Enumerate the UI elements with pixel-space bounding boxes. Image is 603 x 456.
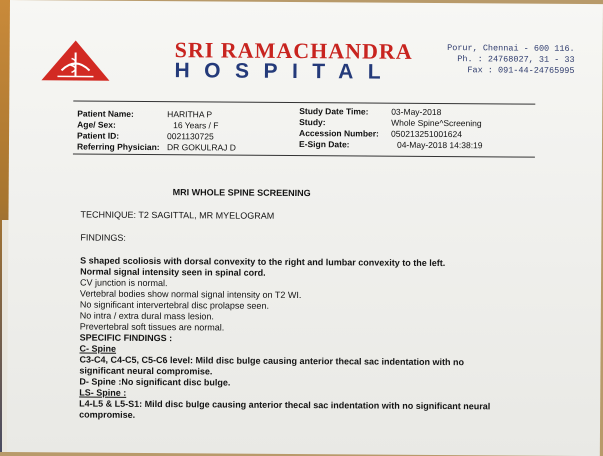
patient-name-value: HARITHA P	[167, 109, 297, 121]
study-label: Study:	[299, 117, 389, 129]
c-spine-label: C- Spine	[80, 343, 550, 357]
findings-block	[79, 255, 550, 423]
study-value: Whole Spine^Screening	[391, 118, 531, 130]
findings-label: FINDINGS:	[80, 232, 550, 245]
ls-spine-line-2: compromise.	[79, 409, 135, 419]
hospital-address	[434, 43, 574, 77]
study-labels	[299, 106, 389, 151]
technique-value: T2 SAGITTAL, MR MYELOGRAM	[138, 210, 274, 221]
finding-mass-lesion: No intra / extra dural mass lesion.	[80, 310, 550, 324]
accession-number-label: Accession Number:	[299, 128, 389, 140]
patient-labels	[77, 108, 167, 153]
age-sex-label: Age/ Sex:	[77, 119, 167, 131]
patient-name-label: Patient Name:	[77, 108, 167, 120]
study-date-value: 03-May-2018	[391, 107, 531, 119]
ls-spine-label: LS- Spine :	[79, 387, 549, 401]
c-spine-line-2: significant neural compromise.	[79, 365, 212, 376]
finding-spinal-cord: Normal signal intensity seen in spinal cord.	[80, 266, 266, 277]
finding-soft-tissues: Prevertebral soft tissues are normal.	[80, 321, 550, 335]
c-spine-line-1: C3-C4, C4-C5, C5-C6 level: Mild disc bulge causing anterior thecal sac indentation with no	[79, 354, 464, 367]
finding-cv-junction: CV junction is normal.	[80, 277, 550, 291]
age-sex-value: 16 Years / F	[167, 120, 297, 132]
finding-vertebral-bodies: Vertebral bodies show normal signal intensity on T2 WI.	[80, 288, 550, 302]
report-page	[7, 0, 603, 456]
technique-label: TECHNIQUE:	[80, 209, 136, 219]
study-date-label: Study Date Time:	[299, 106, 389, 118]
phone-line: Ph. : 24768027, 31 - 33	[435, 54, 575, 66]
fax-line: Fax : 091-44-24765995	[434, 65, 574, 77]
technique-line	[80, 209, 550, 222]
patient-id-value: 0021130725	[167, 131, 297, 143]
patient-values	[167, 109, 297, 154]
esign-date-label: E-Sign Date:	[299, 139, 389, 151]
referring-physician-value: DR GOKULRAJ D	[167, 142, 297, 154]
study-values	[391, 107, 531, 152]
finding-scoliosis: S shaped scoliosis with dorsal convexity to the right and lumbar convexity to the left.	[80, 255, 445, 268]
header-bottom-rule	[73, 153, 535, 157]
specific-findings-label: SPECIFIC FINDINGS :	[80, 332, 173, 343]
hospital-logo-icon	[39, 38, 111, 83]
hospital-subtitle: HOSPITAL	[174, 59, 395, 85]
finding-disc-prolapse: No significant intervertebral disc prolapse seen.	[80, 299, 550, 313]
address-line: Porur, Chennai - 600 116.	[435, 43, 575, 55]
hospital-name: SRI RAMACHANDRA	[175, 37, 413, 65]
referring-physician-label: Referring Physician:	[77, 141, 167, 153]
report-title: MRI WHOLE SPINE SCREENING	[173, 187, 551, 200]
d-spine-line: D- Spine :No significant disc bulge.	[79, 376, 230, 387]
esign-date-value: 04-May-2018 14:38:19	[391, 140, 531, 152]
report-body	[79, 186, 551, 423]
header-top-rule	[73, 100, 535, 104]
accession-number-value: 050213251001624	[391, 129, 531, 141]
patient-id-label: Patient ID:	[77, 130, 167, 142]
ls-spine-line-1: L4-L5 & L5-S1: Mild disc bulge causing anterior thecal sac indentation with no significant neural	[79, 398, 490, 411]
